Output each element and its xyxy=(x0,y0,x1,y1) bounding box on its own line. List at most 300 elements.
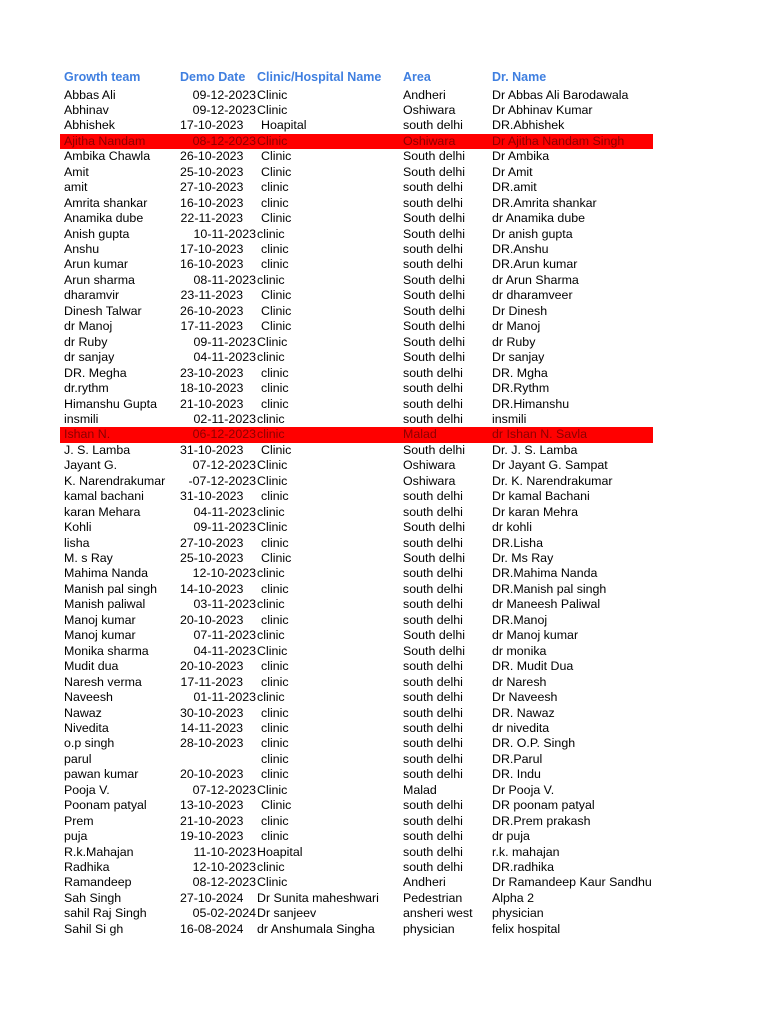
demo-date-cell[interactable]: -07-12-2023 xyxy=(188,473,256,488)
growth-team-cell[interactable]: Anish gupta xyxy=(64,226,130,241)
area-cell[interactable]: South delhi xyxy=(403,319,466,334)
clinic-name-cell[interactable]: Clinic xyxy=(261,798,292,813)
demo-date-cell[interactable]: 08-11-2023 xyxy=(193,272,256,287)
dr-name-cell[interactable]: felix hospital xyxy=(492,921,561,936)
dr-name-cell[interactable]: Dr Ajitha Nandam Singh xyxy=(492,133,625,148)
growth-team-cell[interactable]: dr Ruby xyxy=(64,334,108,349)
table-row[interactable] xyxy=(60,566,653,581)
area-cell[interactable]: Oshiwara xyxy=(403,102,456,117)
growth-team-cell[interactable]: dharamvir xyxy=(64,288,120,303)
table-row[interactable] xyxy=(60,613,653,628)
growth-team-cell[interactable]: sahil Raj Singh xyxy=(64,906,147,921)
clinic-name-cell[interactable]: Clinic xyxy=(257,473,288,488)
area-cell[interactable]: south delhi xyxy=(403,257,463,272)
table-row[interactable] xyxy=(60,906,653,921)
table-row[interactable] xyxy=(60,644,653,659)
clinic-name-cell[interactable]: Clinic xyxy=(261,319,292,334)
growth-team-cell[interactable]: Monika sharma xyxy=(64,643,149,658)
table-row[interactable] xyxy=(60,288,653,303)
table-row[interactable] xyxy=(60,597,653,612)
demo-date-cell[interactable]: 30-10-2023 xyxy=(180,705,244,720)
dr-name-cell[interactable]: Dr. J. S. Lamba xyxy=(492,442,578,457)
area-cell[interactable]: South delhi xyxy=(403,149,466,164)
dr-name-cell[interactable]: DR.Amrita shankar xyxy=(492,195,597,210)
area-cell[interactable]: Malad xyxy=(403,782,437,797)
growth-team-cell[interactable]: amit xyxy=(64,180,88,195)
growth-team-cell[interactable]: Prem xyxy=(64,813,94,828)
demo-date-cell[interactable]: 08-12-2023 xyxy=(192,133,256,148)
area-cell[interactable]: south delhi xyxy=(403,411,463,426)
growth-team-cell[interactable]: Anamika dube xyxy=(64,211,144,226)
growth-team-cell[interactable]: Abbas Ali xyxy=(64,87,116,102)
table-row[interactable] xyxy=(60,88,653,103)
dr-name-cell[interactable]: dr Manoj kumar xyxy=(492,628,579,643)
growth-team-cell[interactable]: DR. Megha xyxy=(64,365,127,380)
demo-date-cell[interactable]: 31-10-2023 xyxy=(180,489,244,504)
demo-date-cell[interactable]: 07-11-2023 xyxy=(193,628,256,643)
growth-team-cell[interactable]: parul xyxy=(64,751,92,766)
area-cell[interactable]: physician xyxy=(403,921,455,936)
clinic-name-cell[interactable]: clinic xyxy=(257,628,285,643)
demo-date-cell[interactable]: 27-10-2023 xyxy=(180,180,244,195)
demo-date-cell[interactable]: 25-10-2023 xyxy=(180,551,244,565)
growth-team-cell[interactable]: dr Manoj xyxy=(64,319,113,334)
growth-team-cell[interactable]: puja xyxy=(64,829,88,844)
dr-name-cell[interactable]: Dr Ramandeep Kaur Sandhu xyxy=(492,875,652,890)
clinic-name-cell[interactable]: Clinic xyxy=(257,782,288,797)
dr-name-cell[interactable]: r.k. mahajan xyxy=(492,844,560,859)
table-row[interactable] xyxy=(60,891,653,906)
growth-team-cell[interactable]: Arun kumar xyxy=(64,257,129,272)
header-area[interactable]: Area xyxy=(403,70,431,84)
growth-team-cell[interactable]: Ramandeep xyxy=(64,875,132,890)
growth-team-cell[interactable]: karan Mehara xyxy=(64,504,141,519)
dr-name-cell[interactable]: dr puja xyxy=(492,829,530,844)
dr-name-cell[interactable]: DR.amit xyxy=(492,180,537,195)
clinic-name-cell[interactable]: clinic xyxy=(261,535,289,550)
clinic-name-cell[interactable]: clinic xyxy=(261,242,289,256)
clinic-name-cell[interactable]: clinic xyxy=(261,736,289,751)
demo-date-cell[interactable]: 21-10-2023 xyxy=(180,396,244,411)
growth-team-cell[interactable]: Manish pal singh xyxy=(64,581,157,596)
dr-name-cell[interactable]: DR.Himanshu xyxy=(492,396,570,411)
demo-date-cell[interactable]: 13-10-2023 xyxy=(180,798,244,813)
dr-name-cell[interactable]: DR. Indu xyxy=(492,767,541,782)
growth-team-cell[interactable]: Jayant G. xyxy=(64,458,118,473)
clinic-name-cell[interactable]: clinic xyxy=(261,195,289,210)
dr-name-cell[interactable]: DR.Parul xyxy=(492,751,543,766)
table-row[interactable] xyxy=(60,767,653,782)
demo-date-cell[interactable]: 09-11-2023 xyxy=(193,334,256,349)
dr-name-cell[interactable]: Dr sanjay xyxy=(492,350,545,365)
demo-date-cell[interactable]: 04-11-2023 xyxy=(193,350,256,365)
growth-team-cell[interactable]: Kohli xyxy=(64,520,92,535)
demo-date-cell[interactable]: 27-10-2024 xyxy=(180,890,244,905)
growth-team-cell[interactable]: Ishan N. xyxy=(64,427,111,442)
clinic-name-cell[interactable]: Clinic xyxy=(261,164,292,179)
growth-team-cell[interactable]: Mahima Nanda xyxy=(64,566,149,581)
table-row[interactable] xyxy=(60,165,653,180)
table-row[interactable] xyxy=(60,675,653,690)
dr-name-cell[interactable]: DR.Mahima Nanda xyxy=(492,566,598,581)
table-row[interactable] xyxy=(60,706,653,721)
clinic-name-cell[interactable]: Clinic xyxy=(257,87,288,102)
clinic-name-cell[interactable]: clinic xyxy=(261,396,289,411)
demo-date-cell[interactable]: 16-08-2024 xyxy=(180,921,244,936)
clinic-name-cell[interactable]: clinic xyxy=(261,581,289,596)
growth-team-cell[interactable]: Anshu xyxy=(64,242,100,256)
table-row[interactable] xyxy=(60,721,653,736)
dr-name-cell[interactable]: Dr anish gupta xyxy=(492,226,573,241)
table-row[interactable] xyxy=(60,659,653,674)
area-cell[interactable]: South delhi xyxy=(403,226,466,241)
growth-team-cell[interactable]: lisha xyxy=(64,535,90,550)
area-cell[interactable]: south delhi xyxy=(403,566,463,581)
dr-name-cell[interactable]: DR. Mgha xyxy=(492,365,548,380)
demo-date-cell[interactable]: 31-10-2023 xyxy=(180,442,244,457)
table-row[interactable] xyxy=(60,582,653,597)
demo-date-cell[interactable]: 12-10-2023 xyxy=(192,566,256,581)
area-cell[interactable]: Malad xyxy=(403,427,437,442)
dr-name-cell[interactable]: Dr Abbas Ali Barodawala xyxy=(492,87,629,102)
dr-name-cell[interactable]: dr dharamveer xyxy=(492,288,573,303)
area-cell[interactable]: south delhi xyxy=(403,751,463,766)
growth-team-cell[interactable]: Manoj kumar xyxy=(64,628,136,643)
growth-team-cell[interactable]: Mudit dua xyxy=(64,659,119,674)
area-cell[interactable]: south delhi xyxy=(403,829,463,844)
header-demo-date[interactable]: Demo Date xyxy=(180,70,246,84)
area-cell[interactable]: South delhi xyxy=(403,288,466,303)
growth-team-cell[interactable]: Abhishek xyxy=(64,118,115,133)
table-row[interactable] xyxy=(60,814,653,829)
dr-name-cell[interactable]: Dr Jayant G. Sampat xyxy=(492,458,608,473)
dr-name-cell[interactable]: Dr kamal Bachani xyxy=(492,489,590,504)
demo-date-cell[interactable]: 18-10-2023 xyxy=(180,381,244,396)
table-row[interactable] xyxy=(60,690,653,705)
clinic-name-cell[interactable]: Clinic xyxy=(257,875,288,890)
growth-team-cell[interactable]: dr sanjay xyxy=(64,350,115,365)
demo-date-cell[interactable]: 27-10-2023 xyxy=(180,535,244,550)
clinic-name-cell[interactable]: clinic xyxy=(257,272,285,287)
clinic-name-cell[interactable]: Clinic xyxy=(257,520,288,535)
clinic-name-cell[interactable]: Clinic xyxy=(257,133,288,148)
dr-name-cell[interactable]: Alpha 2 xyxy=(492,890,535,905)
table-row[interactable] xyxy=(60,335,653,350)
area-cell[interactable]: South delhi xyxy=(403,211,466,226)
clinic-name-cell[interactable]: dr Anshumala Singha xyxy=(257,921,375,936)
demo-date-cell[interactable]: 20-10-2023 xyxy=(180,612,244,627)
demo-date-cell[interactable]: 19-10-2023 xyxy=(180,829,244,844)
table-row[interactable] xyxy=(60,196,653,211)
table-row[interactable] xyxy=(60,845,653,860)
demo-date-cell[interactable]: 05-02-2024 xyxy=(192,906,256,921)
table-row[interactable] xyxy=(60,319,653,334)
growth-team-cell[interactable]: Radhika xyxy=(64,860,110,874)
dr-name-cell[interactable]: DR.Manish pal singh xyxy=(492,581,607,596)
area-cell[interactable]: south delhi xyxy=(403,504,463,519)
area-cell[interactable]: Andheri xyxy=(403,87,446,102)
clinic-name-cell[interactable]: clinic xyxy=(261,612,289,627)
growth-team-cell[interactable]: Ambika Chawla xyxy=(64,149,151,164)
clinic-name-cell[interactable]: clinic xyxy=(257,860,285,874)
demo-date-cell[interactable]: 09-12-2023 xyxy=(192,102,256,117)
dr-name-cell[interactable]: Dr Pooja V. xyxy=(492,782,555,797)
growth-team-cell[interactable]: o.p singh xyxy=(64,736,115,751)
growth-team-cell[interactable]: Nivedita xyxy=(64,720,109,735)
table-row[interactable] xyxy=(60,242,653,257)
area-cell[interactable]: south delhi xyxy=(403,720,463,735)
table-row[interactable] xyxy=(60,412,653,427)
table-row[interactable] xyxy=(60,551,653,566)
dr-name-cell[interactable]: DR.Abhishek xyxy=(492,118,565,133)
table-row[interactable] xyxy=(60,628,653,643)
clinic-name-cell[interactable]: Hoapital xyxy=(257,844,303,859)
header-clinic-hospital-name[interactable]: Clinic/Hospital Name xyxy=(257,70,382,84)
area-cell[interactable]: South delhi xyxy=(403,643,466,658)
growth-team-cell[interactable]: Himanshu Gupta xyxy=(64,396,157,411)
growth-team-cell[interactable]: Pooja V. xyxy=(64,782,110,797)
table-row-highlighted[interactable] xyxy=(60,427,653,442)
clinic-name-cell[interactable]: Clinic xyxy=(261,211,292,226)
growth-team-cell[interactable]: M. s Ray xyxy=(64,551,113,565)
demo-date-cell[interactable]: 04-11-2023 xyxy=(193,504,256,519)
table-row[interactable] xyxy=(60,536,653,551)
area-cell[interactable]: south delhi xyxy=(403,860,463,874)
dr-name-cell[interactable]: DR. Mudit Dua xyxy=(492,659,574,674)
demo-date-cell[interactable]: 28-10-2023 xyxy=(180,736,244,751)
clinic-name-cell[interactable]: clinic xyxy=(257,350,285,365)
table-row[interactable] xyxy=(60,474,653,489)
demo-date-cell[interactable]: 26-10-2023 xyxy=(180,303,244,318)
dr-name-cell[interactable]: DR.Lisha xyxy=(492,535,543,550)
area-cell[interactable]: south delhi xyxy=(403,659,463,674)
growth-team-cell[interactable]: K. Narendrakumar xyxy=(64,473,166,488)
area-cell[interactable]: south delhi xyxy=(403,844,463,859)
table-row[interactable] xyxy=(60,304,653,319)
growth-team-cell[interactable]: Amrita shankar xyxy=(64,195,148,210)
table-row[interactable] xyxy=(60,350,653,365)
demo-date-cell[interactable]: 17-11-2023 xyxy=(180,674,243,689)
growth-team-cell[interactable]: Ajitha Nandam xyxy=(64,133,146,148)
area-cell[interactable]: south delhi xyxy=(403,597,463,612)
clinic-name-cell[interactable]: Clinic xyxy=(261,442,292,457)
area-cell[interactable]: south delhi xyxy=(403,581,463,596)
table-row[interactable] xyxy=(60,505,653,520)
clinic-name-cell[interactable]: Clinic xyxy=(261,288,292,303)
dr-name-cell[interactable]: DR.Manoj xyxy=(492,612,548,627)
area-cell[interactable]: south delhi xyxy=(403,365,463,380)
area-cell[interactable]: Andheri xyxy=(403,875,446,890)
clinic-name-cell[interactable]: clinic xyxy=(261,381,289,396)
clinic-name-cell[interactable]: Clinic xyxy=(257,458,288,473)
area-cell[interactable]: south delhi xyxy=(403,767,463,782)
dr-name-cell[interactable]: DR.radhika xyxy=(492,860,554,874)
area-cell[interactable]: Oshiwara xyxy=(403,473,456,488)
clinic-name-cell[interactable]: clinic xyxy=(261,659,289,674)
table-row-highlighted[interactable] xyxy=(60,134,653,149)
demo-date-cell[interactable]: 21-10-2023 xyxy=(180,813,244,828)
demo-date-cell[interactable]: 01-11-2023 xyxy=(193,690,256,705)
clinic-name-cell[interactable]: clinic xyxy=(257,427,285,442)
growth-team-cell[interactable]: Abhinav xyxy=(64,102,109,117)
area-cell[interactable]: Oshiwara xyxy=(403,133,456,148)
table-row[interactable] xyxy=(60,381,653,396)
area-cell[interactable]: south delhi xyxy=(403,705,463,720)
table-row[interactable] xyxy=(60,798,653,813)
area-cell[interactable]: South delhi xyxy=(403,334,466,349)
demo-date-cell[interactable]: 20-10-2023 xyxy=(180,659,244,674)
area-cell[interactable]: south delhi xyxy=(403,118,463,133)
table-row[interactable] xyxy=(60,922,653,937)
area-cell[interactable]: South delhi xyxy=(403,350,466,365)
dr-name-cell[interactable]: dr monika xyxy=(492,643,547,658)
clinic-name-cell[interactable]: Clinic xyxy=(257,102,288,117)
area-cell[interactable]: south delhi xyxy=(403,736,463,751)
table-row[interactable] xyxy=(60,752,653,767)
demo-date-cell[interactable]: 14-10-2023 xyxy=(180,581,244,596)
growth-team-cell[interactable]: kamal bachani xyxy=(64,489,144,504)
dr-name-cell[interactable]: dr nivedita xyxy=(492,720,550,735)
demo-date-cell[interactable]: 17-11-2023 xyxy=(180,319,243,334)
demo-date-cell[interactable]: 17-10-2023 xyxy=(180,118,244,133)
demo-date-cell[interactable]: 09-11-2023 xyxy=(193,520,256,535)
demo-date-cell[interactable]: 23-11-2023 xyxy=(180,288,243,303)
clinic-name-cell[interactable]: clinic xyxy=(261,829,289,844)
area-cell[interactable]: south delhi xyxy=(403,242,463,256)
clinic-name-cell[interactable]: clinic xyxy=(261,767,289,782)
demo-date-cell[interactable]: 07-12-2023 xyxy=(192,458,256,473)
growth-team-cell[interactable]: Sahil Si gh xyxy=(64,921,124,936)
table-row[interactable] xyxy=(60,489,653,504)
dr-name-cell[interactable]: Dr Dinesh xyxy=(492,303,548,318)
dr-name-cell[interactable]: Dr. Ms Ray xyxy=(492,551,554,565)
area-cell[interactable]: south delhi xyxy=(403,381,463,396)
dr-name-cell[interactable]: DR.Prem prakash xyxy=(492,813,591,828)
area-cell[interactable]: Oshiwara xyxy=(403,458,456,473)
demo-date-cell[interactable]: 22-11-2023 xyxy=(180,211,243,226)
clinic-name-cell[interactable]: Clinic xyxy=(257,334,288,349)
dr-name-cell[interactable]: Dr Amit xyxy=(492,164,533,179)
dr-name-cell[interactable]: dr Manoj xyxy=(492,319,541,334)
table-row[interactable] xyxy=(60,783,653,798)
demo-date-cell[interactable] xyxy=(180,752,256,767)
growth-team-cell[interactable]: Dinesh Talwar xyxy=(64,303,142,318)
table-row[interactable] xyxy=(60,443,653,458)
growth-team-cell[interactable]: R.k.Mahajan xyxy=(64,844,134,859)
demo-date-cell[interactable]: 12-10-2023 xyxy=(192,860,256,874)
growth-team-cell[interactable]: pawan kumar xyxy=(64,767,139,782)
header-growth-team[interactable]: Growth team xyxy=(64,70,141,84)
area-cell[interactable]: south delhi xyxy=(403,612,463,627)
clinic-name-cell[interactable]: clinic xyxy=(257,411,285,426)
clinic-name-cell[interactable]: clinic xyxy=(257,690,285,705)
area-cell[interactable]: south delhi xyxy=(403,396,463,411)
clinic-name-cell[interactable]: clinic xyxy=(257,566,285,581)
clinic-name-cell[interactable]: clinic xyxy=(261,813,289,828)
dr-name-cell[interactable]: dr Naresh xyxy=(492,674,547,689)
area-cell[interactable]: South delhi xyxy=(403,303,466,318)
demo-date-cell[interactable]: 02-11-2023 xyxy=(193,411,256,426)
dr-name-cell[interactable]: Dr Ambika xyxy=(492,149,550,164)
demo-date-cell[interactable]: 03-11-2023 xyxy=(193,597,256,612)
demo-date-cell[interactable]: 04-11-2023 xyxy=(193,643,256,658)
area-cell[interactable]: Pedestrian xyxy=(403,890,463,905)
demo-date-cell[interactable]: 08-12-2023 xyxy=(192,875,256,890)
clinic-name-cell[interactable]: Clinic xyxy=(261,149,292,164)
dr-name-cell[interactable]: insmili xyxy=(492,411,527,426)
table-row[interactable] xyxy=(60,736,653,751)
growth-team-cell[interactable]: Amit xyxy=(64,164,89,179)
growth-team-cell[interactable]: Nawaz xyxy=(64,705,102,720)
clinic-name-cell[interactable]: clinic xyxy=(261,365,289,380)
table-row[interactable] xyxy=(60,366,653,381)
table-row[interactable] xyxy=(60,180,653,195)
table-row[interactable] xyxy=(60,860,653,875)
table-row[interactable] xyxy=(60,257,653,272)
demo-date-cell[interactable]: 26-10-2023 xyxy=(180,149,244,164)
demo-date-cell[interactable]: 25-10-2023 xyxy=(180,164,244,179)
clinic-name-cell[interactable]: Dr sanjeev xyxy=(257,906,317,921)
area-cell[interactable]: south delhi xyxy=(403,180,463,195)
demo-date-cell[interactable]: 16-10-2023 xyxy=(180,195,244,210)
dr-name-cell[interactable]: Dr Naveesh xyxy=(492,690,558,705)
demo-date-cell[interactable]: 20-10-2023 xyxy=(180,767,244,782)
dr-name-cell[interactable]: Dr. K. Narendrakumar xyxy=(492,473,613,488)
demo-date-cell[interactable]: 11-10-2023 xyxy=(193,844,256,859)
area-cell[interactable]: South delhi xyxy=(403,164,466,179)
dr-name-cell[interactable]: DR.Rythm xyxy=(492,381,550,396)
growth-team-cell[interactable]: Arun sharma xyxy=(64,272,135,287)
table-row[interactable] xyxy=(60,520,653,535)
clinic-name-cell[interactable]: Clinic xyxy=(257,643,288,658)
dr-name-cell[interactable]: DR. Nawaz xyxy=(492,705,555,720)
growth-team-cell[interactable]: dr.rythm xyxy=(64,381,109,396)
demo-date-cell[interactable]: 09-12-2023 xyxy=(192,87,256,102)
table-row[interactable] xyxy=(60,397,653,412)
area-cell[interactable]: south delhi xyxy=(403,674,463,689)
dr-name-cell[interactable]: dr Anamika dube xyxy=(492,211,585,226)
demo-date-cell[interactable]: 07-12-2023 xyxy=(192,782,256,797)
clinic-name-cell[interactable]: clinic xyxy=(261,674,289,689)
dr-name-cell[interactable]: dr Arun Sharma xyxy=(492,272,579,287)
area-cell[interactable]: south delhi xyxy=(403,813,463,828)
area-cell[interactable]: south delhi xyxy=(403,690,463,705)
table-row[interactable] xyxy=(60,149,653,164)
clinic-name-cell[interactable]: Clinic xyxy=(261,303,292,318)
demo-date-cell[interactable]: 06-12-2023 xyxy=(192,427,256,442)
area-cell[interactable]: South delhi xyxy=(403,442,466,457)
area-cell[interactable]: South delhi xyxy=(403,520,466,535)
growth-team-cell[interactable]: J. S. Lamba xyxy=(64,442,131,457)
growth-team-cell[interactable]: Naveesh xyxy=(64,690,113,705)
clinic-name-cell[interactable]: Hoapital xyxy=(261,118,307,133)
dr-name-cell[interactable]: Dr karan Mehra xyxy=(492,504,579,519)
dr-name-cell[interactable]: dr Ishan N. Savla xyxy=(492,427,588,442)
table-row[interactable] xyxy=(60,458,653,473)
area-cell[interactable]: South delhi xyxy=(403,628,466,643)
header-dr-name[interactable]: Dr. Name xyxy=(492,70,547,84)
dr-name-cell[interactable]: dr Maneesh Paliwal xyxy=(492,597,601,612)
dr-name-cell[interactable]: physician xyxy=(492,906,544,921)
table-row[interactable] xyxy=(60,829,653,844)
demo-date-cell[interactable]: 14-11-2023 xyxy=(180,720,243,735)
dr-name-cell[interactable]: Dr Abhinav Kumar xyxy=(492,102,593,117)
table-row[interactable] xyxy=(60,273,653,288)
demo-date-cell[interactable]: 16-10-2023 xyxy=(180,257,244,272)
growth-team-cell[interactable]: insmili xyxy=(64,411,99,426)
clinic-name-cell[interactable]: clinic xyxy=(261,720,289,735)
growth-team-cell[interactable]: Manoj kumar xyxy=(64,612,136,627)
